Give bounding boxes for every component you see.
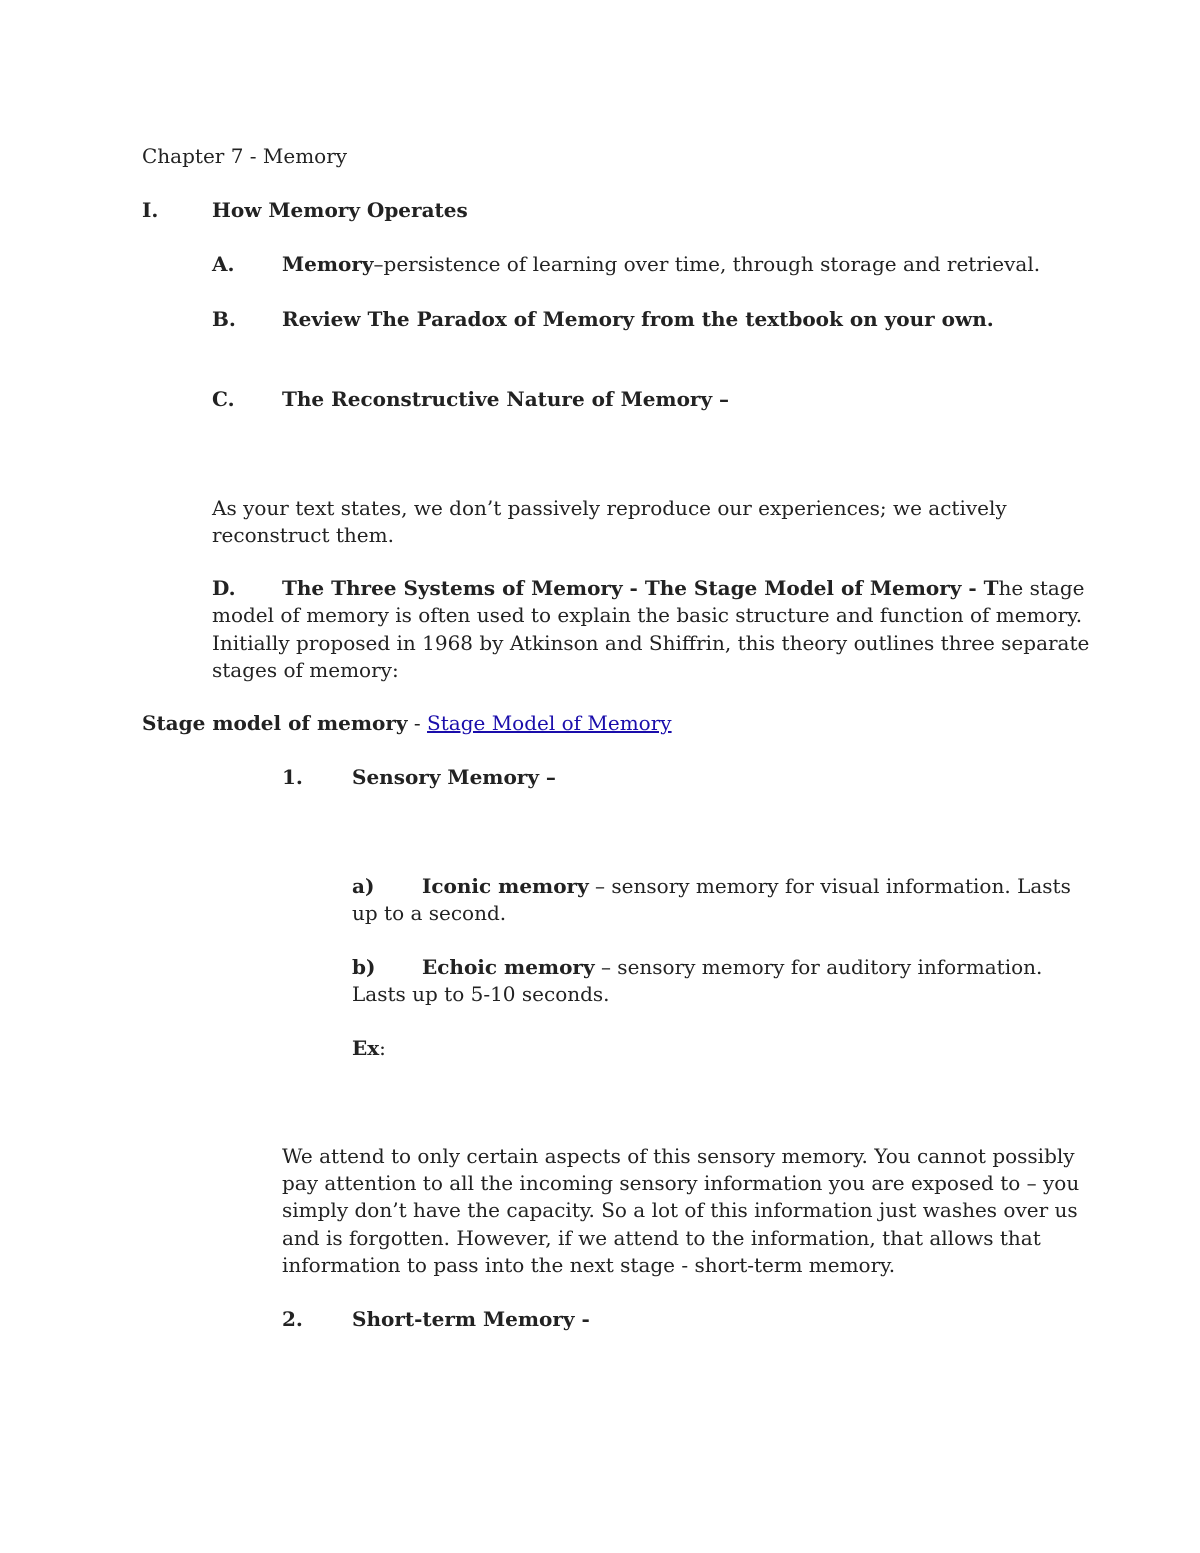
- item-C-marker: C.: [212, 387, 235, 411]
- item-b-definition-line1: – sensory memory for auditory information.: [594, 955, 1043, 979]
- attention-paragraph-line5: information to pass into the next stage - short-term memory.: [282, 1253, 896, 1277]
- section-I-marker: I.: [142, 198, 159, 222]
- item-a-definition-line1: – sensory memory for visual information. Lasts: [588, 874, 1071, 898]
- stage-model-link[interactable]: Stage Model of Memory: [427, 711, 672, 735]
- item-D-line1-rest: he stage: [998, 576, 1085, 600]
- item-A-definition: –persistence of learning over time, through storage and retrieval.: [373, 252, 1041, 276]
- item-B-marker: B.: [212, 307, 236, 331]
- attention-paragraph-line2: pay attention to all the incoming sensory information you are exposed to – you: [282, 1171, 1080, 1195]
- item-1-heading: Sensory Memory –: [352, 765, 556, 789]
- attention-paragraph-line4: and is forgotten. However, if we attend to the information, that allows that: [282, 1226, 1041, 1250]
- item-A-line: [282, 251, 1040, 278]
- item-b-marker: b): [352, 955, 376, 979]
- stage-model-separator: -: [407, 711, 428, 735]
- item-b-term: Echoic memory: [422, 955, 595, 979]
- reconstruct-paragraph-line2: reconstruct them.: [212, 523, 394, 547]
- item-D-line3: Initially proposed in 1968 by Atkinson and Shiffrin, this theory outlines three separate: [212, 631, 1090, 655]
- item-a-marker: a): [352, 874, 375, 898]
- item-a-line1: [422, 873, 1071, 900]
- item-D-line4: stages of memory:: [212, 658, 399, 682]
- item-D-intro-dash: - T: [961, 576, 999, 600]
- stage-model-label: Stage model of memory: [142, 711, 408, 735]
- item-D-line2: model of memory is often used to explain the basic structure and function of memory.: [212, 603, 1083, 627]
- item-A-marker: A.: [212, 252, 235, 276]
- item-a-term: Iconic memory: [422, 874, 589, 898]
- reconstruct-paragraph-line1: As your text states, we don’t passively reproduce our experiences; we actively: [212, 496, 1007, 520]
- item-2-heading: Short-term Memory -: [352, 1307, 590, 1331]
- item-A-term: Memory: [282, 252, 374, 276]
- item-B-text: Review The Paradox of Memory from the textbook on your own.: [282, 307, 994, 331]
- item-C-heading: The Reconstructive Nature of Memory –: [282, 387, 730, 411]
- item-D-heading: The Three Systems of Memory - The Stage Model of Memory: [282, 576, 962, 600]
- attention-paragraph-line1: We attend to only certain aspects of this sensory memory. You cannot possibly: [282, 1144, 1075, 1168]
- item-b-line2: Lasts up to 5-10 seconds.: [352, 982, 610, 1006]
- chapter-title: Chapter 7 - Memory: [142, 144, 348, 168]
- item-D-marker: D.: [212, 576, 236, 600]
- item-1-marker: 1.: [282, 765, 303, 789]
- example-colon: :: [379, 1036, 386, 1060]
- item-b-line1: [422, 954, 1042, 981]
- section-I-heading: How Memory Operates: [212, 198, 468, 222]
- example-line: [352, 1035, 386, 1062]
- item-a-line2: up to a second.: [352, 901, 507, 925]
- stage-model-line: [142, 710, 672, 737]
- item-D-line1: [282, 575, 1084, 602]
- attention-paragraph-line3: simply don’t have the capacity. So a lot of this information just washes over us: [282, 1198, 1078, 1222]
- item-2-marker: 2.: [282, 1307, 303, 1331]
- example-label: Ex: [352, 1036, 380, 1060]
